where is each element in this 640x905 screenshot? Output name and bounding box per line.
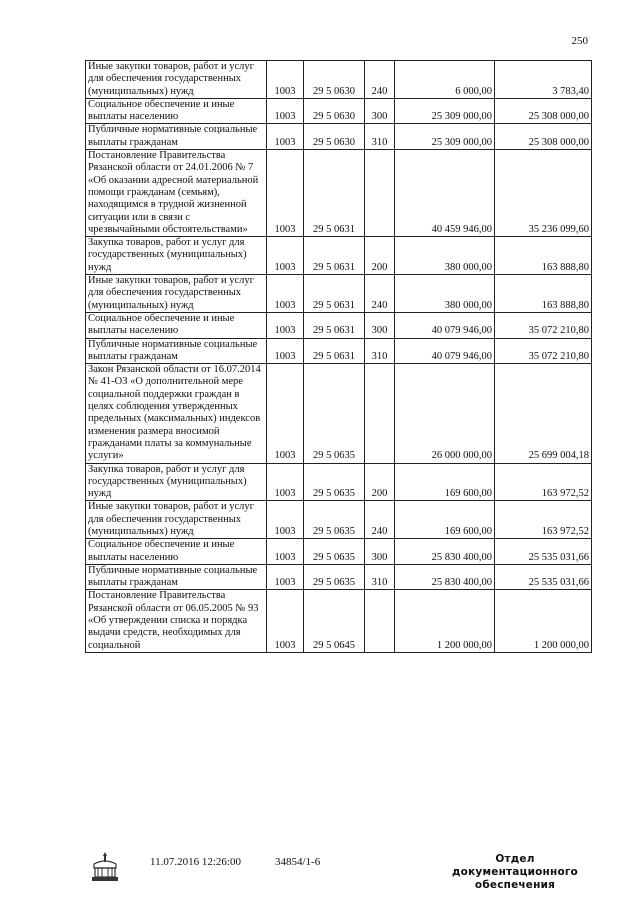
cell-expense-type: 240 (365, 275, 395, 313)
cell-section: 1003 (267, 564, 304, 590)
cell-fact-amount: 25 308 000,00 (495, 98, 592, 124)
table-row (86, 237, 592, 275)
cell-expense-type: 300 (365, 98, 395, 124)
cell-fact-amount: 25 535 031,66 (495, 539, 592, 565)
cell-plan-amount: 25 309 000,00 (395, 124, 495, 150)
cell-plan-amount: 40 459 946,00 (395, 150, 495, 237)
footer-department-line2: обеспечения (474, 879, 556, 891)
budget-table (85, 60, 592, 653)
cell-name: Постановление Правительства Рязанской области от 24.01.2006 № 7 «Об оказании адресной материальной помощи гражданам (семьям), находящимся в трудной жизненной ситуации или в связи с чрезвычайными обстоятельствами» (86, 150, 267, 237)
cell-fact-amount: 25 535 031,66 (495, 564, 592, 590)
cell-article: 29 5 0635 (304, 539, 365, 565)
cell-plan-amount: 380 000,00 (395, 275, 495, 313)
table-row (86, 61, 592, 99)
cell-expense-type: 240 (365, 501, 395, 539)
cell-section: 1003 (267, 312, 304, 338)
cell-article: 29 5 0635 (304, 501, 365, 539)
cell-plan-amount: 40 079 946,00 (395, 312, 495, 338)
table-row (86, 98, 592, 124)
table-row (86, 590, 592, 652)
cell-name: Закупка товаров, работ и услуг для государственных (муниципальных) нужд (86, 463, 267, 501)
cell-fact-amount: 25 308 000,00 (495, 124, 592, 150)
cell-article: 29 5 0631 (304, 275, 365, 313)
table-row (86, 312, 592, 338)
cell-section: 1003 (267, 364, 304, 463)
cell-section: 1003 (267, 275, 304, 313)
cell-name: Закупка товаров, работ и услуг для государственных (муниципальных) нужд (86, 237, 267, 275)
cell-section: 1003 (267, 501, 304, 539)
cell-fact-amount: 35 072 210,80 (495, 338, 592, 364)
cell-expense-type: 200 (365, 237, 395, 275)
cell-plan-amount: 26 000 000,00 (395, 364, 495, 463)
cell-plan-amount: 25 830 400,00 (395, 539, 495, 565)
cell-fact-amount: 1 200 000,00 (495, 590, 592, 652)
cell-expense-type (365, 364, 395, 463)
cell-plan-amount: 40 079 946,00 (395, 338, 495, 364)
cell-article: 29 5 0635 (304, 564, 365, 590)
coat-of-arms-icon (88, 850, 122, 884)
table-row (86, 564, 592, 590)
cell-fact-amount: 163 972,52 (495, 501, 592, 539)
table-row (86, 275, 592, 313)
table-row (86, 539, 592, 565)
cell-fact-amount: 163 888,80 (495, 275, 592, 313)
cell-name: Публичные нормативные социальные выплаты гражданам (86, 338, 267, 364)
table-row (86, 150, 592, 237)
cell-section: 1003 (267, 150, 304, 237)
footer-datetime: 11.07.2016 12:26:00 (150, 856, 241, 868)
cell-expense-type: 200 (365, 463, 395, 501)
cell-expense-type: 300 (365, 539, 395, 565)
cell-section: 1003 (267, 124, 304, 150)
cell-article: 29 5 0645 (304, 590, 365, 652)
cell-article: 29 5 0631 (304, 312, 365, 338)
cell-plan-amount: 169 600,00 (395, 501, 495, 539)
cell-plan-amount: 25 830 400,00 (395, 564, 495, 590)
cell-expense-type (365, 590, 395, 652)
cell-section: 1003 (267, 590, 304, 652)
footer-department-line1: Отдел документационного (452, 853, 578, 878)
cell-expense-type: 310 (365, 338, 395, 364)
cell-fact-amount: 3 783,40 (495, 61, 592, 99)
cell-article: 29 5 0635 (304, 463, 365, 501)
cell-section: 1003 (267, 98, 304, 124)
cell-name: Закон Рязанской области от 16.07.2014 № 41-ОЗ «О дополнительной мере социальной поддержки граждан в целях соблюдения утвержденных предельных (максимальных) индексов изменения размера вносимой гражданами платы за коммунальные услуги» (86, 364, 267, 463)
table-row (86, 364, 592, 463)
cell-name: Иные закупки товаров, работ и услуг для обеспечения государственных (муниципальных) нужд (86, 501, 267, 539)
cell-expense-type (365, 150, 395, 237)
cell-article: 29 5 0631 (304, 338, 365, 364)
cell-plan-amount: 6 000,00 (395, 61, 495, 99)
cell-name: Социальное обеспечение и иные выплаты населению (86, 312, 267, 338)
cell-expense-type: 310 (365, 564, 395, 590)
cell-fact-amount: 25 699 004,18 (495, 364, 592, 463)
cell-name: Публичные нормативные социальные выплаты гражданам (86, 124, 267, 150)
table-row (86, 338, 592, 364)
cell-article: 29 5 0630 (304, 61, 365, 99)
cell-expense-type: 240 (365, 61, 395, 99)
cell-section: 1003 (267, 539, 304, 565)
cell-plan-amount: 25 309 000,00 (395, 98, 495, 124)
cell-name: Иные закупки товаров, работ и услуг для обеспечения государственных (муниципальных) нужд (86, 275, 267, 313)
cell-name: Постановление Правительства Рязанской области от 06.05.2005 № 93 «Об утверждении списка и порядка выдачи средств, необходимых для социальной (86, 590, 267, 652)
cell-plan-amount: 380 000,00 (395, 237, 495, 275)
table-row (86, 463, 592, 501)
cell-expense-type: 310 (365, 124, 395, 150)
table-row (86, 124, 592, 150)
cell-name: Социальное обеспечение и иные выплаты населению (86, 98, 267, 124)
cell-fact-amount: 163 972,52 (495, 463, 592, 501)
cell-article: 29 5 0631 (304, 237, 365, 275)
table-row (86, 501, 592, 539)
footer-doc-number: 34854/1-6 (275, 856, 321, 868)
cell-name: Публичные нормативные социальные выплаты гражданам (86, 564, 267, 590)
cell-expense-type: 300 (365, 312, 395, 338)
cell-article: 29 5 0630 (304, 124, 365, 150)
cell-plan-amount: 169 600,00 (395, 463, 495, 501)
cell-section: 1003 (267, 61, 304, 99)
cell-name: Иные закупки товаров, работ и услуг для обеспечения государственных (муниципальных) нужд (86, 61, 267, 99)
page-number: 250 (571, 35, 588, 47)
cell-section: 1003 (267, 237, 304, 275)
cell-fact-amount: 35 072 210,80 (495, 312, 592, 338)
cell-plan-amount: 1 200 000,00 (395, 590, 495, 652)
cell-name: Социальное обеспечение и иные выплаты населению (86, 539, 267, 565)
footer-department (435, 853, 595, 892)
cell-fact-amount: 35 236 099,60 (495, 150, 592, 237)
cell-article: 29 5 0630 (304, 98, 365, 124)
cell-section: 1003 (267, 463, 304, 501)
cell-section: 1003 (267, 338, 304, 364)
cell-article: 29 5 0635 (304, 364, 365, 463)
cell-article: 29 5 0631 (304, 150, 365, 237)
cell-fact-amount: 163 888,80 (495, 237, 592, 275)
